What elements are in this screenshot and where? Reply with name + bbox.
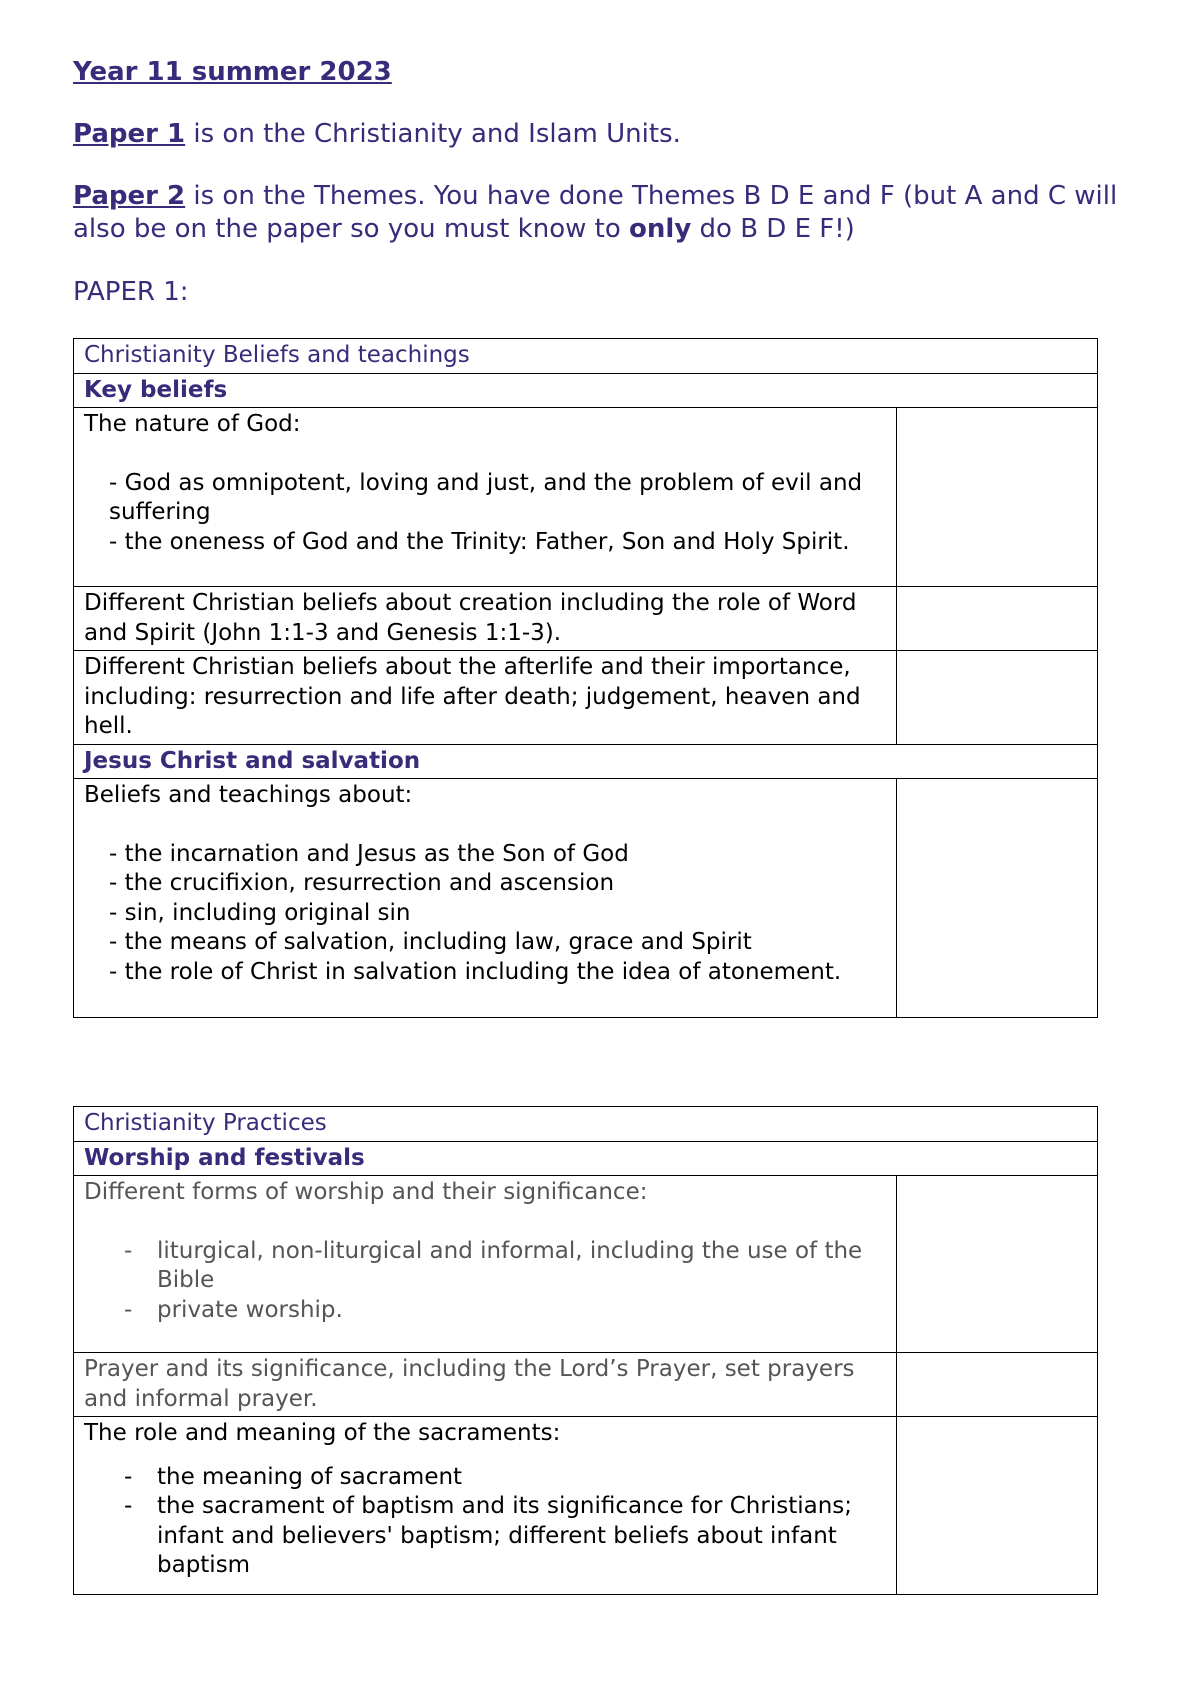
tick-cell[interactable] (897, 1176, 1098, 1353)
worship-list (84, 1237, 886, 1326)
tick-cell[interactable] (897, 408, 1098, 587)
worship-subheading: Worship and festivals (74, 1141, 1098, 1176)
sacraments-list (84, 1463, 886, 1581)
page-title (73, 56, 1133, 89)
paper2-line (73, 180, 1133, 246)
tick-cell[interactable] (897, 1353, 1098, 1417)
creation-cell: Different Christian beliefs about creation including the role of Word and Spirit (John 1:1-3 and Genesis 1:1-3). (74, 587, 897, 651)
beliefs-table (73, 338, 1098, 1018)
list-item: - the role of Christ in salvation including the idea of atonement. (109, 958, 842, 985)
tick-cell[interactable] (897, 1417, 1098, 1595)
table-row (74, 651, 1098, 745)
practices-table-title: Christianity Practices (74, 1107, 1098, 1142)
list-item: - liturgical, non-liturgical and informal, including the use of the Bible (84, 1237, 886, 1296)
list-item: - the incarnation and Jesus as the Son of God (109, 840, 629, 867)
table-row (74, 408, 1098, 587)
tick-cell[interactable] (897, 779, 1098, 1018)
list-item: - the means of salvation, including law, grace and Spirit (109, 929, 752, 955)
list-item: - sin, including original sin (109, 899, 411, 926)
salvation-subheading: Jesus Christ and salvation (74, 744, 1098, 779)
row-intro: The role and meaning of the sacraments: (84, 1420, 561, 1446)
list-item: - the oneness of God and the Trinity: Father, Son and Holy Spirit. (109, 528, 850, 555)
beliefs-table-title: Christianity Beliefs and teachings (74, 339, 1098, 374)
paper2-label: Paper 2 (73, 181, 186, 211)
paper2-text-b: do B D E F!) (691, 214, 855, 244)
paper1-section-heading: PAPER 1: (73, 277, 189, 307)
paper1-line (73, 118, 1133, 151)
sacraments-cell (74, 1417, 897, 1595)
practices-table (73, 1106, 1098, 1595)
list-item: - the crucifixion, resurrection and ascension (109, 870, 615, 896)
table-row (74, 1353, 1098, 1417)
table-row (74, 779, 1098, 1018)
list-item: - private worship. (84, 1296, 886, 1326)
afterlife-cell: Different Christian beliefs about the afterlife and their importance, including: resurrection and life after death; judgement, heaven and hell. (74, 651, 897, 745)
table-row (74, 587, 1098, 651)
paper1-text: is on the Christianity and Islam Units. (185, 119, 681, 149)
title-text: Year 11 summer 2023 (73, 57, 392, 87)
paper1-label: Paper 1 (73, 119, 186, 149)
table-row (74, 1417, 1098, 1595)
prayer-cell: Prayer and its significance, including the Lord’s Prayer, set prayers and informal prayer. (74, 1353, 897, 1417)
row-intro: The nature of God: (84, 411, 301, 437)
row-intro: Beliefs and teachings about: (84, 782, 413, 808)
tick-cell[interactable] (897, 587, 1098, 651)
list-item: - the sacrament of baptism and its significance for Christians; infant and believers' baptism; different beliefs about infant baptism (84, 1492, 886, 1581)
key-beliefs-subheading: Key beliefs (74, 373, 1098, 408)
paper2-text-a: is on the Themes. You have done Themes B D E and F (but A and C will also be on the paper so you must know to (73, 181, 1118, 244)
list-item: - the meaning of sacrament (84, 1463, 886, 1493)
jesus-cell (74, 779, 897, 1018)
tick-cell[interactable] (897, 651, 1098, 745)
nature-of-god-cell (74, 408, 897, 587)
worship-cell (74, 1176, 897, 1353)
row-intro: Different forms of worship and their significance: (84, 1179, 648, 1205)
list-item: - God as omnipotent, loving and just, and the problem of evil and suffering (109, 469, 863, 525)
table-row (74, 1176, 1098, 1353)
paper2-only: only (629, 214, 692, 244)
